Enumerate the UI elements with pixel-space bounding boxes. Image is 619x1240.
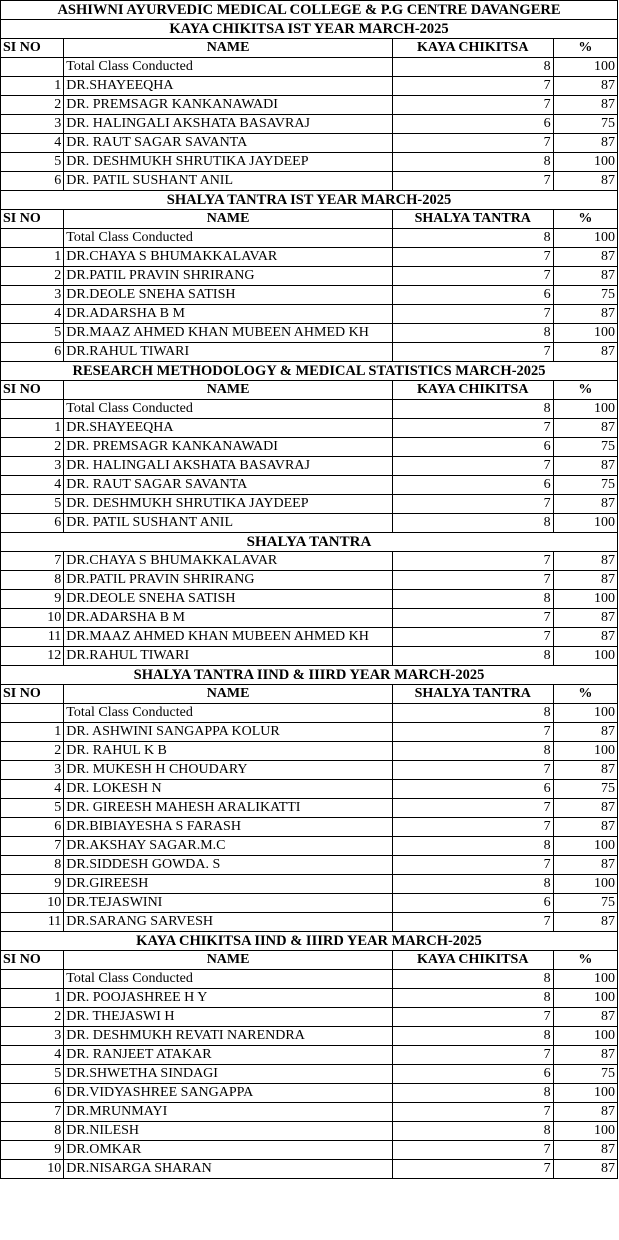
student-name-cell: Total Class Conducted xyxy=(64,400,393,419)
serial-number-cell: 7 xyxy=(1,837,64,856)
student-name-cell: DR.SHAYEEQHA xyxy=(64,77,393,96)
classes-attended-cell: 6 xyxy=(392,115,553,134)
serial-number-cell: 2 xyxy=(1,267,64,286)
serial-number-cell: 6 xyxy=(1,172,64,191)
classes-attended-cell: 7 xyxy=(392,172,553,191)
percentage-header: % xyxy=(553,39,617,58)
student-name-cell: DR. THEJASWI H xyxy=(64,1008,393,1027)
table-row xyxy=(1,1027,618,1046)
percentage-cell: 100 xyxy=(553,514,617,533)
subject-header: KAYA CHIKITSA xyxy=(392,39,553,58)
student-name-cell: DR.DEOLE SNEHA SATISH xyxy=(64,590,393,609)
serial-number-header: SI NO xyxy=(1,39,64,58)
section-title: KAYA CHIKITSA IIND & IIIRD YEAR MARCH-2025 xyxy=(1,932,618,951)
percentage-cell: 100 xyxy=(553,1122,617,1141)
total-classes-row xyxy=(1,400,618,419)
student-name-cell: DR.CHAYA S BHUMAKKALAVAR xyxy=(64,248,393,267)
classes-attended-cell: 8 xyxy=(392,153,553,172)
classes-attended-cell: 8 xyxy=(392,970,553,989)
student-name-cell: DR.MAAZ AHMED KHAN MUBEEN AHMED KH xyxy=(64,628,393,647)
student-name-cell: DR. PATIL SUSHANT ANIL xyxy=(64,514,393,533)
classes-attended-cell: 7 xyxy=(392,96,553,115)
serial-number-cell: 10 xyxy=(1,894,64,913)
percentage-cell: 100 xyxy=(553,875,617,894)
percentage-cell: 87 xyxy=(553,77,617,96)
serial-number-cell: 3 xyxy=(1,286,64,305)
student-name-cell: DR.GIREESH xyxy=(64,875,393,894)
student-name-cell: DR. RAHUL K B xyxy=(64,742,393,761)
table-row xyxy=(1,571,618,590)
classes-attended-cell: 8 xyxy=(392,989,553,1008)
student-name-cell: DR. RANJEET ATAKAR xyxy=(64,1046,393,1065)
percentage-cell: 87 xyxy=(553,419,617,438)
total-classes-row xyxy=(1,970,618,989)
percentage-cell: 87 xyxy=(553,267,617,286)
percentage-cell: 87 xyxy=(553,134,617,153)
percentage-cell: 87 xyxy=(553,571,617,590)
table-row xyxy=(1,1046,618,1065)
percentage-cell: 100 xyxy=(553,989,617,1008)
percentage-cell: 100 xyxy=(553,837,617,856)
percentage-cell: 87 xyxy=(553,1046,617,1065)
student-name-cell: DR.RAHUL TIWARI xyxy=(64,647,393,666)
name-header: NAME xyxy=(64,951,393,970)
serial-number-cell: 3 xyxy=(1,1027,64,1046)
percentage-cell: 87 xyxy=(553,799,617,818)
serial-number-cell: 4 xyxy=(1,134,64,153)
classes-attended-cell: 6 xyxy=(392,286,553,305)
student-name-cell: DR.TEJASWINI xyxy=(64,894,393,913)
table-row xyxy=(1,248,618,267)
percentage-cell: 100 xyxy=(553,1027,617,1046)
student-name-cell: DR.VIDYASHREE SANGAPPA xyxy=(64,1084,393,1103)
table-row xyxy=(1,495,618,514)
classes-attended-cell: 8 xyxy=(392,58,553,77)
student-name-cell: DR.AKSHAY SAGAR.M.C xyxy=(64,837,393,856)
serial-number-cell: 12 xyxy=(1,647,64,666)
percentage-cell: 100 xyxy=(553,324,617,343)
classes-attended-cell: 7 xyxy=(392,495,553,514)
serial-number-cell: 1 xyxy=(1,419,64,438)
student-name-cell: DR. HALINGALI AKSHATA BASAVRAJ xyxy=(64,115,393,134)
subject-header: SHALYA TANTRA xyxy=(392,685,553,704)
percentage-cell: 75 xyxy=(553,894,617,913)
percentage-cell: 87 xyxy=(553,1141,617,1160)
serial-number-cell: 4 xyxy=(1,305,64,324)
classes-attended-cell: 7 xyxy=(392,552,553,571)
classes-attended-cell: 8 xyxy=(392,324,553,343)
table-row xyxy=(1,267,618,286)
table-row xyxy=(1,989,618,1008)
percentage-cell: 87 xyxy=(553,552,617,571)
classes-attended-cell: 7 xyxy=(392,628,553,647)
table-row xyxy=(1,419,618,438)
student-name-cell: DR.ADARSHA B M xyxy=(64,609,393,628)
serial-number-cell: 10 xyxy=(1,1160,64,1179)
serial-number-cell: 5 xyxy=(1,495,64,514)
percentage-cell: 100 xyxy=(553,229,617,248)
classes-attended-cell: 8 xyxy=(392,1084,553,1103)
table-header-row xyxy=(1,210,618,229)
table-row xyxy=(1,837,618,856)
serial-number-cell: 8 xyxy=(1,571,64,590)
classes-attended-cell: 6 xyxy=(392,1065,553,1084)
table-row xyxy=(1,818,618,837)
percentage-header: % xyxy=(553,951,617,970)
student-name-cell: DR.MAAZ AHMED KHAN MUBEEN AHMED KH xyxy=(64,324,393,343)
percentage-cell: 100 xyxy=(553,400,617,419)
serial-number-cell: 6 xyxy=(1,343,64,362)
serial-number-header: SI NO xyxy=(1,381,64,400)
percentage-cell: 87 xyxy=(553,343,617,362)
serial-number-cell: 9 xyxy=(1,590,64,609)
table-row xyxy=(1,628,618,647)
subject-header: SHALYA TANTRA xyxy=(392,210,553,229)
percentage-cell: 87 xyxy=(553,305,617,324)
classes-attended-cell: 6 xyxy=(392,894,553,913)
section-title-row xyxy=(1,666,618,685)
classes-attended-cell: 8 xyxy=(392,1027,553,1046)
student-name-cell: Total Class Conducted xyxy=(64,704,393,723)
classes-attended-cell: 7 xyxy=(392,1103,553,1122)
serial-number-cell xyxy=(1,970,64,989)
student-name-cell: DR.BIBIAYESHA S FARASH xyxy=(64,818,393,837)
student-name-cell: DR.DEOLE SNEHA SATISH xyxy=(64,286,393,305)
classes-attended-cell: 7 xyxy=(392,248,553,267)
classes-attended-cell: 8 xyxy=(392,229,553,248)
serial-number-cell xyxy=(1,229,64,248)
student-name-cell: DR. HALINGALI AKSHATA BASAVRAJ xyxy=(64,457,393,476)
serial-number-cell: 1 xyxy=(1,723,64,742)
classes-attended-cell: 7 xyxy=(392,457,553,476)
serial-number-header: SI NO xyxy=(1,685,64,704)
subsection-heading: SHALYA TANTRA xyxy=(1,533,618,552)
classes-attended-cell: 8 xyxy=(392,1122,553,1141)
table-row xyxy=(1,77,618,96)
section-title-row xyxy=(1,191,618,210)
table-row xyxy=(1,1065,618,1084)
percentage-cell: 87 xyxy=(553,761,617,780)
serial-number-cell: 7 xyxy=(1,1103,64,1122)
student-name-cell: DR.RAHUL TIWARI xyxy=(64,343,393,362)
percentage-cell: 87 xyxy=(553,172,617,191)
classes-attended-cell: 7 xyxy=(392,818,553,837)
student-name-cell: DR. POOJASHREE H Y xyxy=(64,989,393,1008)
table-row xyxy=(1,552,618,571)
table-row xyxy=(1,1141,618,1160)
name-header: NAME xyxy=(64,381,393,400)
student-name-cell: DR.OMKAR xyxy=(64,1141,393,1160)
serial-number-cell: 11 xyxy=(1,628,64,647)
student-name-cell: DR.SARANG SARVESH xyxy=(64,913,393,932)
percentage-header: % xyxy=(553,210,617,229)
percentage-cell: 87 xyxy=(553,856,617,875)
section-title: RESEARCH METHODOLOGY & MEDICAL STATISTICS MARCH-2025 xyxy=(1,362,618,381)
section-title: SHALYA TANTRA IST YEAR MARCH-2025 xyxy=(1,191,618,210)
serial-number-cell: 6 xyxy=(1,1084,64,1103)
percentage-cell: 100 xyxy=(553,153,617,172)
table-row xyxy=(1,476,618,495)
percentage-cell: 87 xyxy=(553,1008,617,1027)
classes-attended-cell: 7 xyxy=(392,761,553,780)
serial-number-cell: 10 xyxy=(1,609,64,628)
table-header-row xyxy=(1,951,618,970)
student-name-cell: DR.ADARSHA B M xyxy=(64,305,393,324)
classes-attended-cell: 7 xyxy=(392,134,553,153)
table-row xyxy=(1,913,618,932)
student-name-cell: DR. GIREESH MAHESH ARALIKATTI xyxy=(64,799,393,818)
serial-number-cell: 3 xyxy=(1,115,64,134)
percentage-cell: 87 xyxy=(553,495,617,514)
serial-number-header: SI NO xyxy=(1,951,64,970)
table-header-row xyxy=(1,685,618,704)
serial-number-cell xyxy=(1,704,64,723)
classes-attended-cell: 8 xyxy=(392,837,553,856)
classes-attended-cell: 7 xyxy=(392,343,553,362)
serial-number-cell: 11 xyxy=(1,913,64,932)
student-name-cell: Total Class Conducted xyxy=(64,229,393,248)
classes-attended-cell: 7 xyxy=(392,609,553,628)
table-row xyxy=(1,457,618,476)
section-title-row xyxy=(1,20,618,39)
student-name-cell: DR.MRUNMAYI xyxy=(64,1103,393,1122)
student-name-cell: DR.PATIL PRAVIN SHRIRANG xyxy=(64,571,393,590)
student-name-cell: DR.SHWETHA SINDAGI xyxy=(64,1065,393,1084)
table-header-row xyxy=(1,39,618,58)
classes-attended-cell: 7 xyxy=(392,799,553,818)
serial-number-cell: 4 xyxy=(1,780,64,799)
table-row xyxy=(1,286,618,305)
table-row xyxy=(1,1160,618,1179)
college-title-row xyxy=(1,1,618,20)
classes-attended-cell: 7 xyxy=(392,77,553,96)
student-name-cell: DR. ASHWINI SANGAPPA KOLUR xyxy=(64,723,393,742)
section-title: KAYA CHIKITSA IST YEAR MARCH-2025 xyxy=(1,20,618,39)
percentage-cell: 87 xyxy=(553,1103,617,1122)
serial-number-cell: 9 xyxy=(1,875,64,894)
percentage-cell: 100 xyxy=(553,1084,617,1103)
table-row xyxy=(1,875,618,894)
table-row xyxy=(1,742,618,761)
section-title-row xyxy=(1,362,618,381)
serial-number-cell: 6 xyxy=(1,514,64,533)
percentage-cell: 75 xyxy=(553,780,617,799)
table-row xyxy=(1,134,618,153)
serial-number-cell: 4 xyxy=(1,476,64,495)
percentage-cell: 100 xyxy=(553,704,617,723)
serial-number-cell: 2 xyxy=(1,438,64,457)
table-row xyxy=(1,343,618,362)
percentage-cell: 87 xyxy=(553,818,617,837)
classes-attended-cell: 7 xyxy=(392,856,553,875)
percentage-cell: 75 xyxy=(553,476,617,495)
student-name-cell: DR.CHAYA S BHUMAKKALAVAR xyxy=(64,552,393,571)
table-row xyxy=(1,609,618,628)
classes-attended-cell: 6 xyxy=(392,438,553,457)
classes-attended-cell: 7 xyxy=(392,1008,553,1027)
serial-number-cell: 2 xyxy=(1,742,64,761)
serial-number-cell: 9 xyxy=(1,1141,64,1160)
serial-number-cell: 5 xyxy=(1,799,64,818)
percentage-cell: 75 xyxy=(553,286,617,305)
student-name-cell: DR.NISARGA SHARAN xyxy=(64,1160,393,1179)
table-row xyxy=(1,761,618,780)
percentage-cell: 75 xyxy=(553,1065,617,1084)
percentage-cell: 87 xyxy=(553,913,617,932)
name-header: NAME xyxy=(64,39,393,58)
student-name-cell: DR.NILESH xyxy=(64,1122,393,1141)
classes-attended-cell: 8 xyxy=(392,704,553,723)
table-row xyxy=(1,514,618,533)
classes-attended-cell: 8 xyxy=(392,647,553,666)
percentage-cell: 100 xyxy=(553,742,617,761)
name-header: NAME xyxy=(64,210,393,229)
section-title-row xyxy=(1,932,618,951)
classes-attended-cell: 7 xyxy=(392,267,553,286)
classes-attended-cell: 7 xyxy=(392,1046,553,1065)
table-row xyxy=(1,1122,618,1141)
student-name-cell: DR. DESHMUKH SHRUTIKA JAYDEEP xyxy=(64,495,393,514)
percentage-cell: 100 xyxy=(553,58,617,77)
student-name-cell: DR. LOKESH N xyxy=(64,780,393,799)
serial-number-cell: 6 xyxy=(1,818,64,837)
classes-attended-cell: 8 xyxy=(392,400,553,419)
classes-attended-cell: 7 xyxy=(392,1141,553,1160)
percentage-cell: 87 xyxy=(553,723,617,742)
serial-number-cell: 4 xyxy=(1,1046,64,1065)
classes-attended-cell: 8 xyxy=(392,742,553,761)
student-name-cell: DR.SIDDESH GOWDA. S xyxy=(64,856,393,875)
table-row xyxy=(1,1084,618,1103)
percentage-cell: 87 xyxy=(553,457,617,476)
classes-attended-cell: 7 xyxy=(392,571,553,590)
serial-number-cell: 8 xyxy=(1,1122,64,1141)
table-row xyxy=(1,115,618,134)
table-header-row xyxy=(1,381,618,400)
percentage-cell: 87 xyxy=(553,609,617,628)
total-classes-row xyxy=(1,58,618,77)
classes-attended-cell: 6 xyxy=(392,476,553,495)
table-row xyxy=(1,153,618,172)
serial-number-cell: 5 xyxy=(1,324,64,343)
percentage-cell: 87 xyxy=(553,1160,617,1179)
table-row xyxy=(1,324,618,343)
percentage-cell: 100 xyxy=(553,647,617,666)
classes-attended-cell: 8 xyxy=(392,590,553,609)
classes-attended-cell: 8 xyxy=(392,514,553,533)
student-name-cell: Total Class Conducted xyxy=(64,58,393,77)
serial-number-cell: 3 xyxy=(1,761,64,780)
percentage-cell: 100 xyxy=(553,970,617,989)
total-classes-row xyxy=(1,704,618,723)
table-row xyxy=(1,894,618,913)
percentage-header: % xyxy=(553,381,617,400)
section-title: SHALYA TANTRA IIND & IIIRD YEAR MARCH-2025 xyxy=(1,666,618,685)
serial-number-cell xyxy=(1,400,64,419)
serial-number-cell: 1 xyxy=(1,248,64,267)
serial-number-cell: 1 xyxy=(1,989,64,1008)
serial-number-cell: 8 xyxy=(1,856,64,875)
classes-attended-cell: 7 xyxy=(392,723,553,742)
serial-number-cell: 5 xyxy=(1,153,64,172)
student-name-cell: DR. DESHMUKH SHRUTIKA JAYDEEP xyxy=(64,153,393,172)
percentage-cell: 75 xyxy=(553,115,617,134)
serial-number-cell: 2 xyxy=(1,96,64,115)
serial-number-cell: 7 xyxy=(1,552,64,571)
serial-number-header: SI NO xyxy=(1,210,64,229)
college-title: ASHIWNI AYURVEDIC MEDICAL COLLEGE & P.G CENTRE DAVANGERE xyxy=(1,1,618,20)
subject-header: KAYA CHIKITSA xyxy=(392,951,553,970)
student-name-cell: DR. PREMSAGR KANKANAWADI xyxy=(64,438,393,457)
classes-attended-cell: 6 xyxy=(392,780,553,799)
percentage-cell: 75 xyxy=(553,438,617,457)
serial-number-cell xyxy=(1,58,64,77)
student-name-cell: DR.SHAYEEQHA xyxy=(64,419,393,438)
classes-attended-cell: 7 xyxy=(392,419,553,438)
table-row xyxy=(1,305,618,324)
student-name-cell: DR. RAUT SAGAR SAVANTA xyxy=(64,476,393,495)
total-classes-row xyxy=(1,229,618,248)
table-row xyxy=(1,799,618,818)
table-row xyxy=(1,856,618,875)
percentage-header: % xyxy=(553,685,617,704)
student-name-cell: DR. RAUT SAGAR SAVANTA xyxy=(64,134,393,153)
student-name-cell: DR.PATIL PRAVIN SHRIRANG xyxy=(64,267,393,286)
percentage-cell: 100 xyxy=(553,590,617,609)
student-name-cell: DR. DESHMUKH REVATI NARENDRA xyxy=(64,1027,393,1046)
percentage-cell: 87 xyxy=(553,248,617,267)
serial-number-cell: 3 xyxy=(1,457,64,476)
table-row xyxy=(1,96,618,115)
classes-attended-cell: 7 xyxy=(392,913,553,932)
table-row xyxy=(1,647,618,666)
table-row xyxy=(1,1008,618,1027)
student-name-cell: Total Class Conducted xyxy=(64,970,393,989)
student-name-cell: DR. PREMSAGR KANKANAWADI xyxy=(64,96,393,115)
percentage-cell: 87 xyxy=(553,628,617,647)
student-name-cell: DR. MUKESH H CHOUDARY xyxy=(64,761,393,780)
table-row xyxy=(1,780,618,799)
subsection-heading-row xyxy=(1,533,618,552)
serial-number-cell: 1 xyxy=(1,77,64,96)
table-row xyxy=(1,590,618,609)
student-name-cell: DR. PATIL SUSHANT ANIL xyxy=(64,172,393,191)
attendance-table-body xyxy=(1,1,618,1179)
classes-attended-cell: 8 xyxy=(392,875,553,894)
serial-number-cell: 5 xyxy=(1,1065,64,1084)
name-header: NAME xyxy=(64,685,393,704)
subject-header: KAYA CHIKITSA xyxy=(392,381,553,400)
table-row xyxy=(1,723,618,742)
classes-attended-cell: 7 xyxy=(392,1160,553,1179)
serial-number-cell: 2 xyxy=(1,1008,64,1027)
table-row xyxy=(1,172,618,191)
percentage-cell: 87 xyxy=(553,96,617,115)
table-row xyxy=(1,1103,618,1122)
classes-attended-cell: 7 xyxy=(392,305,553,324)
table-row xyxy=(1,438,618,457)
